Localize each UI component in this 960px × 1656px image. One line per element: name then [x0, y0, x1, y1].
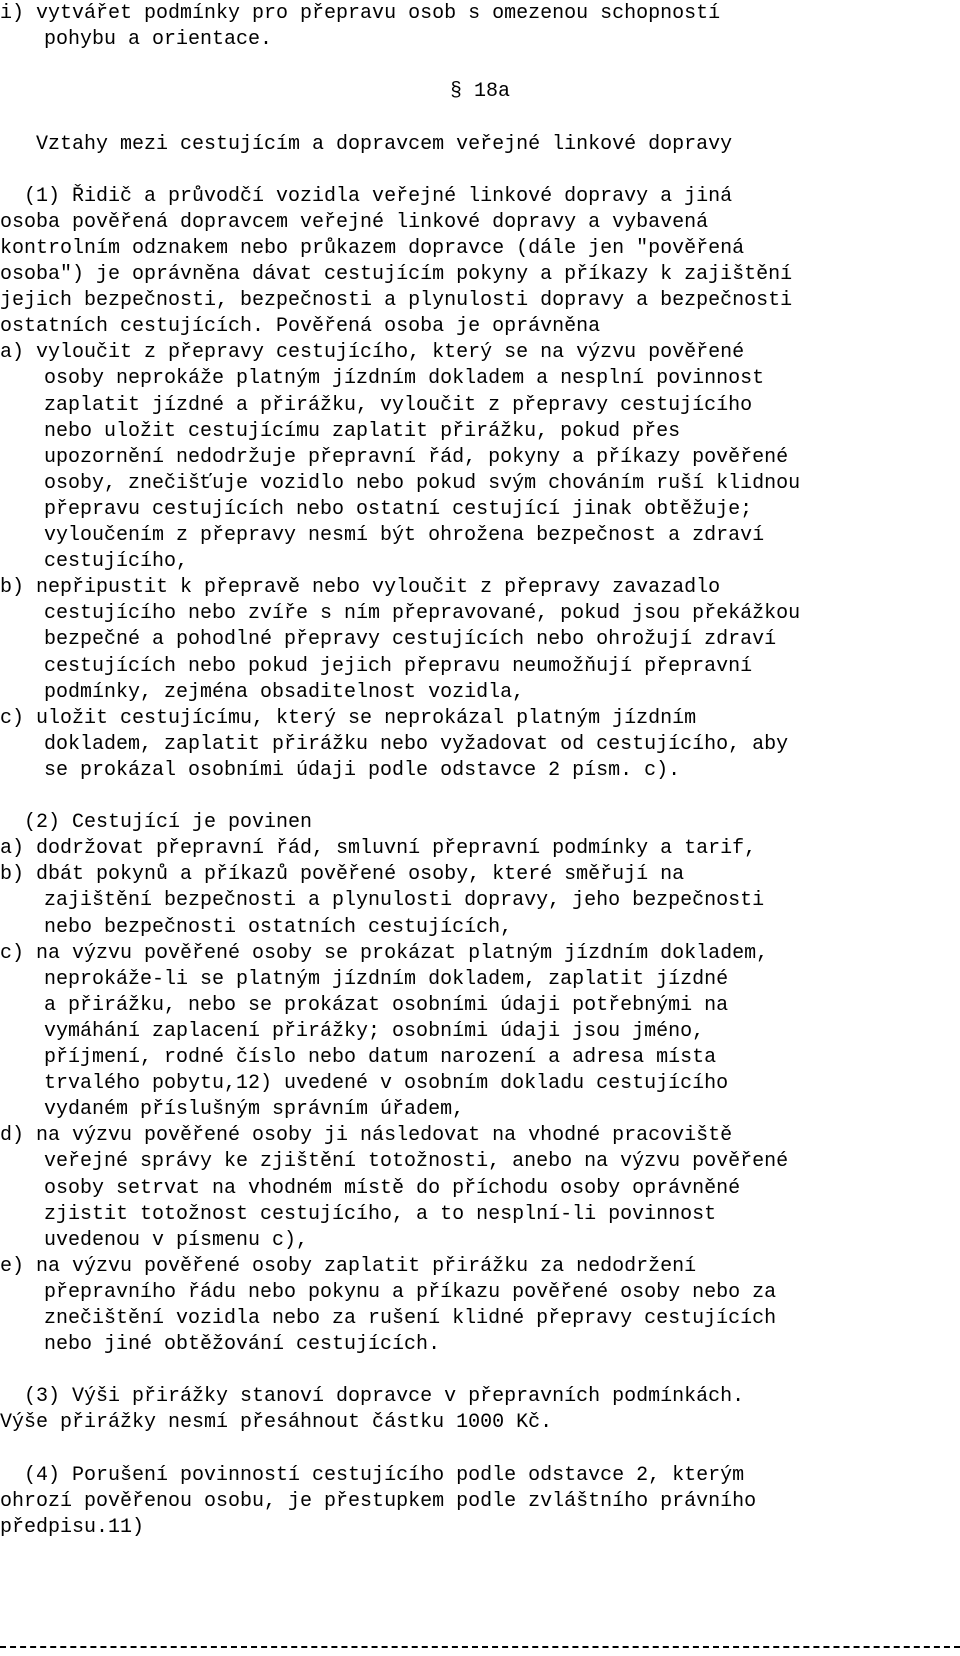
- text-line: podmínky, zejména obsaditelnost vozidla,: [44, 680, 525, 704]
- text-line: zaplatit jízdné a přirážku, vyloučit z přepravy cestujícího: [44, 393, 753, 417]
- text-line: (1) Řidič a průvodčí vozidla veřejné linkové dopravy a jiná: [0, 184, 733, 208]
- text-line: nebo jiné obtěžování cestujících.: [44, 1333, 441, 1357]
- text-line: ostatních cestujících. Pověřená osoba je oprávněna: [0, 315, 601, 339]
- text-line: vyloučením z přepravy nesmí být ohrožena bezpečnost a zdraví: [44, 524, 765, 547]
- text-line: trvalého pobytu,12) uvedené v osobním dokladu cestujícího: [44, 1072, 729, 1096]
- text-line: ohrozí pověřenou osobu, je přestupkem podle zvláštního právního: [0, 1489, 757, 1513]
- text-line: osoby setrvat na vhodném místě do příchodu osoby oprávněné: [44, 1176, 741, 1200]
- text-line: d) na výzvu pověřené osoby ji následovat na vhodné pracoviště: [0, 1124, 733, 1148]
- text-line: dokladem, zaplatit přirážku nebo vyžadovat od cestujícího, aby: [44, 732, 789, 756]
- text-line: předpisu.11): [0, 1515, 145, 1539]
- text-line: osoba pověřená dopravcem veřejné linkové dopravy a vybavená: [0, 210, 709, 234]
- text-line: upozornění nedodržuje přepravní řád, pokyny a příkazy pověřené: [44, 445, 789, 469]
- text-line: Vztahy mezi cestujícím a dopravcem veřejné linkové dopravy: [0, 132, 733, 156]
- text-line: přepravu cestujících nebo ostatní cestující jinak obtěžuje;: [44, 497, 753, 521]
- text-line: nebo bezpečnosti ostatních cestujících,: [44, 915, 513, 939]
- text-line: zajištění bezpečnosti a plynulosti dopravy, jeho bezpečnosti: [44, 889, 765, 913]
- text-line: zjistit totožnost cestujícího, a to nesplní-li povinnost: [44, 1202, 717, 1226]
- text-line: přepravního řádu nebo pokynu a příkazu pověřené osoby nebo za: [44, 1280, 777, 1304]
- text-line: b) dbát pokynů a příkazů pověřené osoby, které směřují na: [0, 863, 685, 887]
- text-line: i) vytvářet podmínky pro přepravu osob s omezenou schopností: [0, 2, 721, 25]
- text-line: vydaném příslušným správním úřadem,: [44, 1098, 465, 1122]
- text-line: e) na výzvu pověřené osoby zaplatit přirážku za nedodržení: [0, 1254, 697, 1278]
- text-line: a) dodržovat přepravní řád, smluvní přepravní podmínky a tarif,: [0, 837, 757, 861]
- text-line: kontrolním odznakem nebo průkazem dopravce (dále jen "pověřená: [0, 236, 745, 260]
- text-line: osoba") je oprávněna dávat cestujícím pokyny a příkazy k zajištění: [0, 263, 793, 286]
- text-line: cestujícího nebo zvíře s ním přepravované, pokud jsou překážkou: [44, 602, 801, 626]
- text-line: znečištění vozidla nebo za rušení klidné přepravy cestujících: [44, 1307, 777, 1330]
- text-line: Výše přirážky nesmí přesáhnout částku 1000 Kč.: [0, 1411, 553, 1435]
- text-line: osoby, znečišťuje vozidlo nebo pokud svým chováním ruší klidnou: [44, 471, 801, 495]
- text-line: vymáhání zaplacení přirážky; osobními údaji jsou jméno,: [44, 1019, 705, 1043]
- text-line: osoby neprokáže platným jízdním dokladem a nesplní povinnost: [44, 367, 765, 391]
- text-line: bezpečné a pohodlné přepravy cestujících nebo ohrožují zdraví: [44, 628, 777, 652]
- text-line: a přirážku, nebo se prokázat osobními údaji potřebnými na: [44, 993, 729, 1017]
- text-line: příjmení, rodné číslo nebo datum narození a adresa místa: [44, 1046, 717, 1069]
- text-line: c) uložit cestujícímu, který se neprokázal platným jízdním: [0, 706, 697, 730]
- text-line: pohybu a orientace.: [44, 28, 273, 52]
- text-line: neprokáže-li se platným jízdním dokladem, zaplatit jízdné: [44, 967, 729, 991]
- footnote-separator: [0, 1646, 960, 1650]
- text-line: a) vyloučit z přepravy cestujícího, který se na výzvu pověřené: [0, 341, 745, 365]
- text-line: b) nepřipustit k přepravě nebo vyloučit z přepravy zavazadlo: [0, 576, 721, 600]
- text-line: c) na výzvu pověřené osoby se prokázat platným jízdním dokladem,: [0, 941, 769, 965]
- text-line: veřejné správy ke zjištění totožnosti, anebo na výzvu pověřené: [44, 1150, 789, 1174]
- text-line: (4) Porušení povinností cestujícího podle odstavce 2, kterým: [0, 1463, 745, 1487]
- text-line: uvedenou v písmenu c),: [44, 1228, 309, 1252]
- text-line: (2) Cestující je povinen: [0, 811, 313, 835]
- text-line: nebo uložit cestujícímu zaplatit přirážku, pokud přes: [44, 419, 681, 443]
- text-line: cestujícího,: [44, 550, 189, 574]
- text-line: § 18a: [449, 80, 510, 104]
- text-line: jejich bezpečnosti, bezpečnosti a plynulosti dopravy a bezpečnosti: [0, 289, 793, 313]
- text-line: (3) Výši přirážky stanoví dopravce v přepravních podmínkách.: [0, 1385, 745, 1409]
- text-line: cestujících nebo pokud jejich přepravu neumožňují přepravní: [44, 654, 753, 678]
- text-line: se prokázal osobními údaji podle odstavce 2 písm. c).: [44, 758, 681, 782]
